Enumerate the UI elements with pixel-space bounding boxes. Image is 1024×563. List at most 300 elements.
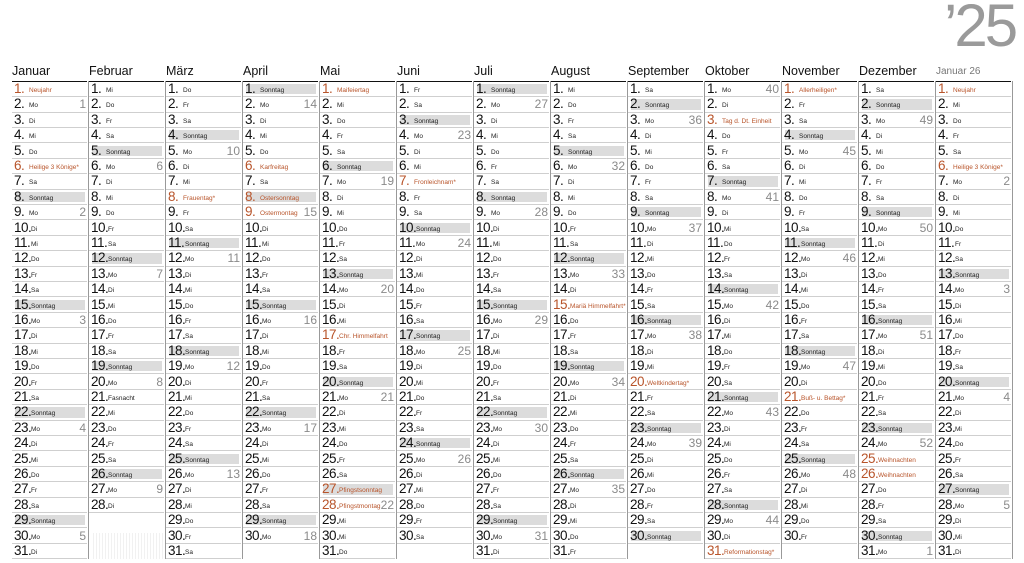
- day-cell: [12, 236, 87, 251]
- day-cell: [12, 375, 87, 390]
- day-number: 5.: [784, 143, 795, 158]
- day-number: 25.: [784, 451, 802, 466]
- weekday-label: Mi: [491, 133, 498, 141]
- day-cell: [89, 313, 164, 328]
- day-cell: [551, 421, 626, 436]
- day-number: 2.: [630, 97, 641, 112]
- day-number: 5.: [168, 143, 179, 158]
- weekday-label: Mo: [183, 148, 193, 156]
- day-number: 9.: [476, 205, 487, 220]
- day-number: 24.: [861, 436, 879, 451]
- weekday-label: Di: [262, 225, 269, 233]
- day-number: 16.: [861, 313, 879, 327]
- day-number: 9.: [938, 205, 949, 220]
- weekday-label: Di: [722, 102, 729, 110]
- day-number: 14.: [245, 282, 263, 297]
- weekday-label: Fr: [106, 117, 113, 125]
- weekday-label: Sonntag: [568, 148, 593, 156]
- holiday-label: Pfingstsonntag: [339, 487, 383, 495]
- weekday-label: Do: [568, 102, 577, 110]
- month-name: Juli: [474, 64, 493, 78]
- weekday-label: Mo: [262, 425, 272, 433]
- day-number: 30.: [630, 528, 648, 543]
- day-cell: [166, 436, 241, 451]
- weekday-label: Mo: [339, 287, 349, 295]
- day-cell: [628, 221, 703, 236]
- day-number: 22.: [707, 405, 725, 420]
- weekday-label: Sonntag: [570, 472, 595, 479]
- weekday-label: Mi: [339, 318, 346, 325]
- day-cell: [551, 205, 626, 220]
- day-number: 12.: [91, 251, 109, 266]
- day-cell: [166, 513, 241, 528]
- month-name: September: [628, 64, 690, 78]
- day-number: 17.: [553, 328, 571, 343]
- weekday-label: Mo: [29, 210, 39, 218]
- day-cell: [705, 405, 780, 420]
- day-cell: [166, 328, 241, 343]
- week-number: 36: [688, 112, 702, 127]
- weekday-label: Mi: [260, 133, 267, 141]
- day-number: 6.: [784, 159, 795, 173]
- day-cell: [320, 513, 395, 528]
- day-number: 27.: [245, 482, 263, 497]
- day-cell: [166, 529, 241, 544]
- day-cell: [397, 236, 472, 251]
- weekday-label: Sa: [570, 241, 578, 248]
- day-number: 26.: [938, 467, 956, 481]
- day-cell: [859, 405, 934, 420]
- day-number: 8.: [938, 189, 949, 204]
- weekday-label: Do: [878, 379, 887, 387]
- month-name: April: [243, 64, 269, 78]
- day-cell: [474, 113, 549, 128]
- weekday-label: Mi: [876, 148, 883, 156]
- day-cell: [474, 205, 549, 220]
- month-column: [705, 62, 782, 559]
- day-number: 31.: [861, 544, 879, 558]
- day-cell: [166, 128, 241, 143]
- weekday-label: Di: [260, 117, 267, 125]
- day-number: 28.: [630, 497, 648, 512]
- week-number: 51: [919, 328, 933, 343]
- weekday-label: Di: [647, 456, 654, 464]
- weekday-label: Mi: [183, 179, 190, 187]
- day-number: 20.: [399, 374, 417, 389]
- day-number: 19.: [553, 359, 571, 374]
- day-cell: [859, 128, 934, 143]
- day-cell: [12, 282, 87, 297]
- day-cell: [89, 221, 164, 236]
- day-number: 27.: [938, 482, 956, 497]
- day-cell: [243, 82, 318, 97]
- week-number: 32: [611, 159, 625, 173]
- day-cell: [243, 344, 318, 359]
- day-number: 23.: [91, 420, 109, 435]
- weekday-label: Fr: [31, 487, 38, 495]
- day-number: 5.: [322, 143, 333, 158]
- day-cell: [12, 513, 87, 528]
- day-number: 6.: [322, 159, 333, 173]
- day-cell: [12, 529, 87, 544]
- day-number: 4.: [938, 128, 949, 143]
- day-cell: [243, 313, 318, 328]
- weekday-label: Mo: [185, 256, 195, 264]
- day-cell: [320, 97, 395, 112]
- weekday-label: Di: [414, 148, 421, 156]
- day-cell: [782, 498, 857, 513]
- weekday-label: Sa: [339, 364, 347, 372]
- weekday-label: Sonntag: [493, 302, 518, 310]
- week-number: 6: [156, 159, 163, 173]
- weekday-label: Di: [493, 225, 500, 233]
- weekday-label: Mi: [645, 148, 652, 156]
- week-number: 1: [79, 97, 86, 112]
- weekday-label: Mi: [493, 456, 500, 464]
- weekday-label: Sa: [955, 256, 963, 264]
- day-number: 18.: [630, 343, 648, 358]
- weekday-label: Sa: [955, 472, 963, 479]
- week-number: 7: [156, 266, 163, 281]
- day-cell: [474, 267, 549, 282]
- day-cell: [859, 97, 934, 112]
- week-number: 34: [611, 374, 625, 389]
- day-cell: [89, 498, 164, 513]
- day-number: 4.: [784, 128, 795, 143]
- day-number: 26.: [707, 467, 725, 481]
- day-cell: [551, 452, 626, 467]
- day-cell: [551, 498, 626, 513]
- holiday-label: Chr. Himmelfahrt: [339, 333, 388, 341]
- weekday-label: Mo: [416, 348, 426, 356]
- day-cell: [551, 128, 626, 143]
- day-cell: [551, 390, 626, 405]
- day-cell: [474, 128, 549, 143]
- day-cell: [782, 390, 857, 405]
- weekday-label: Mo: [955, 395, 965, 402]
- day-cell: [782, 421, 857, 436]
- weekday-label: Do: [645, 164, 654, 171]
- day-number: 26.: [399, 467, 417, 481]
- day-cell: [397, 159, 472, 174]
- day-number: 29.: [399, 513, 417, 528]
- day-cell: [474, 375, 549, 390]
- weekday-label: Mi: [724, 441, 731, 449]
- day-number: 6.: [245, 159, 256, 173]
- day-cell: [320, 405, 395, 420]
- weekday-label: Do: [262, 472, 271, 479]
- day-cell: [859, 498, 934, 513]
- day-number: 20.: [476, 374, 494, 389]
- day-number: 24.: [707, 436, 725, 451]
- weekday-label: Sa: [491, 179, 499, 187]
- day-number: 2.: [91, 97, 102, 112]
- day-number: 24.: [91, 436, 109, 451]
- day-number: 12.: [784, 251, 802, 266]
- day-cell: [166, 544, 241, 559]
- day-number: 28.: [399, 497, 417, 512]
- week-number: 8: [156, 374, 163, 389]
- weekday-label: Di: [955, 549, 962, 556]
- day-cell: [859, 482, 934, 497]
- weekday-label: Do: [724, 348, 733, 356]
- weekday-label: Do: [724, 456, 733, 464]
- weekday-label: Sa: [31, 287, 39, 295]
- weekday-label: Sa: [414, 102, 422, 110]
- day-number: 25.: [14, 451, 32, 466]
- weekday-label: Sonntag: [339, 271, 364, 279]
- day-cell: [397, 221, 472, 236]
- day-number: 30.: [168, 528, 186, 543]
- day-number: 28.: [476, 497, 494, 512]
- weekday-label: Di: [570, 287, 577, 295]
- day-cell: [243, 390, 318, 405]
- weekday-label: Do: [570, 533, 579, 541]
- weekday-label: Sonntag: [876, 210, 901, 218]
- weekday-label: Mi: [262, 241, 269, 248]
- week-number: 14: [303, 97, 317, 112]
- weekday-label: Fr: [568, 117, 575, 125]
- holiday-label: Mariä Himmelfahrt*: [570, 302, 626, 310]
- weekday-label: Mo: [262, 318, 272, 325]
- day-number: 19.: [245, 359, 263, 374]
- day-number: 21.: [630, 390, 648, 404]
- week-number: 17: [303, 420, 317, 435]
- weekday-label: Di: [722, 210, 729, 218]
- day-cell: [89, 375, 164, 390]
- day-number: 18.: [938, 343, 956, 358]
- weekday-label: Mo: [876, 117, 886, 125]
- day-cell: [551, 82, 626, 97]
- day-number: 15.: [245, 297, 263, 312]
- day-number: 18.: [476, 343, 494, 358]
- weekday-label: Mo: [185, 364, 195, 372]
- day-cell: [166, 467, 241, 482]
- day-number: 15.: [553, 297, 571, 312]
- weekday-label: Fr: [955, 241, 962, 248]
- day-number: 15.: [14, 297, 32, 312]
- holiday-label: Neujahr: [29, 87, 52, 94]
- day-number: 24.: [630, 436, 648, 451]
- day-cell: [12, 405, 87, 420]
- weekday-label: Sonntag: [185, 348, 210, 356]
- day-cell: [859, 436, 934, 451]
- day-number: 18.: [707, 343, 725, 358]
- day-number: 9.: [553, 205, 564, 220]
- day-cell: [551, 482, 626, 497]
- day-number: 10.: [784, 220, 802, 235]
- weekday-label: Do: [31, 256, 40, 264]
- weekday-label: Fr: [185, 425, 192, 433]
- weekday-label: Sonntag: [493, 518, 518, 526]
- day-cell: [89, 128, 164, 143]
- weekday-label: Sonntag: [414, 117, 439, 125]
- day-number: 16.: [322, 313, 340, 327]
- day-number: 31.: [476, 544, 494, 558]
- day-cell: [397, 251, 472, 266]
- weekday-label: Mo: [491, 102, 501, 110]
- weekday-label: Mo: [647, 225, 657, 233]
- day-number: 25.: [168, 451, 186, 466]
- day-number: 13.: [630, 266, 648, 281]
- holiday-label: Ostersonntag: [260, 194, 300, 202]
- weekday-label: Do: [108, 318, 117, 325]
- day-number: 12.: [861, 251, 879, 266]
- weekday-label: Mi: [955, 533, 962, 541]
- day-cell: [705, 205, 780, 220]
- day-number: 26.: [14, 467, 32, 481]
- day-number: 29.: [14, 513, 32, 528]
- day-cell: [705, 282, 780, 297]
- day-number: 2.: [938, 97, 949, 112]
- weekday-label: Mo: [31, 318, 41, 325]
- day-number: 26.: [553, 467, 571, 481]
- day-number: 15.: [630, 297, 648, 312]
- day-number: 20.: [938, 374, 956, 389]
- day-cell: [859, 452, 934, 467]
- weekday-label: Sonntag: [878, 425, 903, 433]
- day-cell: [551, 344, 626, 359]
- weekday-label: Mi: [108, 302, 115, 310]
- weekday-label: Mo: [108, 379, 118, 387]
- day-number: 3.: [553, 112, 564, 127]
- weekday-label: Sonntag: [645, 102, 670, 110]
- week-number: 24: [457, 236, 471, 250]
- day-number: 18.: [553, 343, 571, 358]
- weekday-label: Sa: [416, 318, 424, 325]
- weekday-label: Fr: [647, 287, 654, 295]
- month-name: Januar 26: [936, 66, 981, 77]
- weekday-label: Sonntag: [416, 441, 441, 449]
- weekday-label: Do: [493, 364, 502, 372]
- day-number: 17.: [245, 328, 263, 343]
- day-cell: [397, 113, 472, 128]
- day-cell: [936, 267, 1011, 282]
- day-number: 18.: [861, 343, 879, 358]
- day-number: 4.: [322, 128, 333, 143]
- week-number: 22: [380, 497, 394, 512]
- day-number: 22.: [784, 405, 802, 420]
- day-number: 20.: [322, 374, 340, 389]
- weekday-label: Di: [262, 333, 269, 341]
- week-number: 4: [1003, 390, 1010, 404]
- weekday-label: Fr: [724, 256, 731, 264]
- weekday-label: Sonntag: [570, 364, 595, 372]
- day-cell: [782, 144, 857, 159]
- day-cell: [859, 375, 934, 390]
- day-cell: [705, 159, 780, 174]
- day-cell: [89, 190, 164, 205]
- weekday-label: Do: [416, 287, 425, 295]
- day-cell: [705, 221, 780, 236]
- day-number: 26.: [91, 467, 109, 481]
- day-cell: [166, 82, 241, 97]
- day-number: 15.: [476, 297, 494, 312]
- day-number: 22.: [168, 405, 186, 420]
- day-cell: [474, 174, 549, 189]
- day-cell: [936, 236, 1011, 251]
- day-cell: [551, 405, 626, 420]
- day-number: 6.: [938, 159, 949, 173]
- weekday-label: Fr: [801, 533, 808, 541]
- day-number: 1.: [168, 82, 179, 96]
- weekday-label: Sa: [185, 333, 193, 341]
- day-cell: [397, 498, 472, 513]
- day-cell: [782, 467, 857, 482]
- day-number: 8.: [861, 189, 872, 204]
- day-cell: [936, 128, 1011, 143]
- week-number: 3: [79, 313, 86, 327]
- week-number: 10: [226, 143, 240, 158]
- day-cell: [243, 267, 318, 282]
- weekday-label: Sa: [724, 271, 732, 279]
- day-number: 27.: [861, 482, 879, 497]
- weekday-label: Sonntag: [337, 164, 362, 171]
- weekday-label: Mo: [878, 225, 888, 233]
- day-number: 29.: [861, 513, 879, 528]
- day-cell: [782, 221, 857, 236]
- day-number: 10.: [938, 220, 956, 235]
- weekday-label: Mo: [801, 364, 811, 372]
- weekday-label: Do: [647, 271, 656, 279]
- weekday-label: Fr: [724, 472, 731, 479]
- day-cell: [628, 452, 703, 467]
- day-cell: [859, 205, 934, 220]
- day-cell: [320, 375, 395, 390]
- day-number: 10.: [14, 220, 32, 235]
- day-number: 17.: [168, 328, 186, 343]
- day-cell: [320, 344, 395, 359]
- week-number: 40: [765, 82, 779, 96]
- weekday-label: Do: [722, 133, 731, 141]
- day-number: 15.: [707, 297, 725, 312]
- day-cell: [474, 405, 549, 420]
- day-number: 19.: [14, 359, 32, 374]
- weekday-label: Fr: [570, 549, 577, 556]
- day-cell: [12, 298, 87, 313]
- day-number: 27.: [399, 482, 417, 497]
- day-number: 13.: [245, 266, 263, 281]
- weekday-label: Mi: [953, 102, 960, 110]
- day-cell: [936, 390, 1011, 405]
- day-number: 17.: [322, 328, 340, 343]
- weekday-label: Fr: [339, 456, 346, 464]
- day-cell: [397, 267, 472, 282]
- weekday-label: Do: [262, 364, 271, 372]
- day-cell: [628, 174, 703, 189]
- day-cell: [243, 205, 318, 220]
- weekday-label: Di: [108, 502, 115, 510]
- day-cell: [628, 190, 703, 205]
- weekday-label: Sa: [183, 117, 191, 125]
- day-number: 29.: [630, 513, 648, 528]
- day-number: 1.: [938, 82, 949, 96]
- weekday-label: Fr: [955, 348, 962, 356]
- day-cell: [166, 313, 241, 328]
- day-number: 6.: [399, 159, 410, 173]
- day-cell: [782, 190, 857, 205]
- day-number: 1.: [14, 82, 25, 96]
- day-number: 5.: [553, 143, 564, 158]
- day-number: 13.: [399, 266, 417, 281]
- day-number: 8.: [553, 189, 564, 204]
- day-cell: [12, 344, 87, 359]
- holiday-label: Allerheiligen*: [799, 87, 837, 94]
- day-cell: [782, 298, 857, 313]
- day-cell: [628, 328, 703, 343]
- day-number: 9.: [630, 205, 641, 220]
- day-number: 4.: [861, 128, 872, 143]
